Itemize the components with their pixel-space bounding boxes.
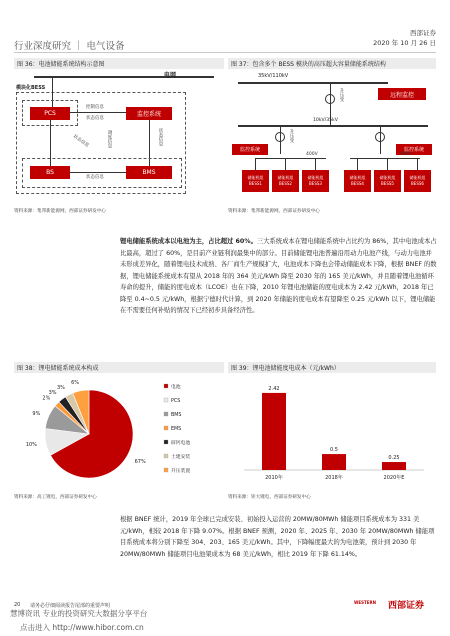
header-date: 2020 年 10 月 26 日 (373, 39, 436, 47)
bar-value-2: 0.25 (388, 455, 400, 462)
fig38-chart (14, 374, 224, 490)
fig36-lbl-status2: 状态信息 (158, 128, 163, 146)
fig37-v1: 400V (306, 152, 318, 157)
fig37-v2: 400V (400, 152, 412, 157)
fig36-lbl-ctrl: 控制信息 (86, 105, 104, 110)
fig36-lbl-dispatch: 调度信息 (107, 130, 112, 148)
fig36-lbl-status4: 状态信息 (86, 175, 104, 180)
fig38-title: 图 38：锂电储能系统成本构成 (14, 362, 224, 373)
pie-label-2: 9% (32, 410, 41, 417)
fig39-bar-svg (228, 374, 436, 490)
fig37-module-2: 储能机组 BESS2 (272, 170, 299, 192)
pie-legend-label-0: 电池 (171, 385, 181, 390)
bar-value-0: 2.42 (268, 385, 280, 392)
header-section: 行业深度研究 ｜ 电气设备 (14, 41, 125, 52)
fig37-bus-hv: 35kV/110kV (258, 73, 289, 79)
pie-legend-label-4: 辟钙电池 (171, 441, 191, 446)
fig38-pie-svg (14, 374, 224, 490)
body1-text: 三大系统成本在锂电储能系统中占比约为 86%，其中电池成本占比最高，超过了 60%，是目前产业链利润最集中的部分。目前储能锂电池普遍沿用动力电池产线，与动力电池并未形成差异化，随着锂电技术成熟、各厂商生产规模扩大，电池成本下降也会带动储能成本下降，根据 BNEF 的数据，锂电储能系统成本有望从 2018 年的 364 美元/kWh 降至 2030 年的 165 美元/kWh，并且随着锂电池循环寿命的提升，储能的度电成本（LCOE）也在下降，2010 年锂电池储能的度电成本为 2.42 元/kWh，2018 年已降至 0.4~0.5 元/kWh，根据宁德时代计算，到 2020 年储能的度电成本有望降至 0.25 元/kWh 以下，锂电储能在不需要任何补贴的情况下已经初步具备经济性。 (120, 238, 437, 314)
fig36-lbl-status3: 状态信息 (71, 134, 90, 149)
footer-brand: 西部证券 (388, 601, 425, 611)
body-paragraph-1 (120, 236, 438, 317)
body1-lead: 锂电储能系统成本以电池为主，占比超过 60%。 (120, 238, 257, 245)
fig37-remote: 远程监控 (378, 88, 426, 100)
pie-legend-swatch-3 (164, 426, 168, 430)
fig37-module-6: 储能机组 BESS6 (404, 170, 431, 192)
pie-label-4: 3% (48, 390, 57, 397)
bar-value-1: 0.5 (330, 447, 338, 454)
watermark-2[interactable]: 点击进入 http://www.hibor.com.cn (20, 623, 144, 632)
bar-1 (322, 454, 346, 470)
pie-legend-label-2: BMS (171, 413, 182, 418)
footer-logo-icon: WESTERN (354, 600, 376, 605)
pie-legend-swatch-4 (164, 440, 168, 444)
fig37-bus-lv: 10kV/35kV (313, 118, 338, 123)
fig36-pcs: PCS (30, 107, 70, 120)
fig37-local2: 监控系统 (396, 144, 432, 155)
fig37-module-3: 储能机组 BESS3 (302, 170, 329, 192)
pie-label-6: 6% (71, 379, 80, 386)
fig39-source: 资料来源：钜大锂电，西部证券研发中心 (228, 495, 311, 500)
fig39-title: 图 39：锂电池储能度电成本（元/kWh） (228, 362, 436, 373)
pie-legend-label-6: 升压装置 (171, 469, 191, 474)
header-rule (14, 52, 436, 53)
pie-legend-swatch-5 (164, 454, 168, 458)
bar-category-0: 2010年 (265, 475, 283, 481)
fig37-module-4: 储能机组 BESS4 (344, 170, 371, 192)
fig37-xfmr1: 升压变 (339, 88, 344, 102)
fig37-title: 图 37：包含多个 BESS 模块的高压超大容量储能系统结构 (228, 58, 436, 69)
fig37-diagram (228, 70, 436, 200)
fig36-title: 图 36：电池储能系统结构示意图 (14, 58, 224, 69)
fig39-chart (228, 374, 436, 490)
pie-legend-label-3: EMS (171, 427, 182, 432)
pie-legend-label-1: PCS (171, 399, 181, 404)
pie-label-0: 67% (134, 458, 146, 465)
fig36-bms: BMS (126, 166, 172, 179)
pie-legend-label-5: 土建安装 (171, 455, 191, 460)
footer-disclaimer: 请务必仔细阅读报告尾部的重要声明 (30, 603, 111, 609)
pie-label-1: 10% (25, 441, 37, 448)
fig37-module-1: 储能机组 BESS1 (242, 170, 269, 192)
fig36-grid-label: 电网 (164, 72, 177, 79)
fig36-monitor: 监控系统 (126, 107, 172, 120)
body-paragraph-2: 根据 BNEF 统计，2019 年全球已完成安装、初始投入运营的 20MW/80MWh 储能项目系统成本为 331 美元/kWh，相较 2018 年下降 9.07%。根据 BNEF 预测，2020 年、2025 年、2030 年 20MW/80MWh 储能项目系统成本将分别下降至 304、203、165 美元/kWh。其中，下降幅度最大的为电池架，预计到 2030 年 20MW/80MWh 储能项目电池架成本为 68 美元/kWh，相比 2019 年下降 61.14%。 (120, 516, 435, 558)
fig38-source: 资料来源：高工锂电，西部证券研发中心 (14, 495, 97, 500)
fig36-source: 资料来源：集邦新能源网，西部证券研发中心 (14, 209, 106, 214)
fig37-module-5: 储能机组 BESS5 (374, 170, 401, 192)
pie-label-5: 3% (57, 384, 65, 391)
fig37-local1: 监控系统 (232, 144, 268, 155)
fig37-xfmr2: 升压变 (289, 129, 294, 143)
pie-legend-swatch-6 (164, 468, 168, 472)
fig36-lbl-status1: 状态信息 (86, 116, 104, 121)
bar-category-1: 2018年 (325, 475, 343, 481)
fig36-diagram (14, 70, 224, 200)
bar-category-2: 2020年E (383, 475, 405, 481)
bar-0 (262, 393, 286, 470)
fig36-bess-label: 模块化BESS (16, 85, 46, 91)
pie-legend-swatch-1 (164, 398, 168, 402)
pie-legend-swatch-2 (164, 412, 168, 416)
bar-2 (382, 462, 406, 470)
pie-label-3: 2% (42, 395, 51, 402)
footer-page: 20 (14, 602, 21, 608)
fig37-source: 资料来源：集邦新能源网，西部证券研发中心 (228, 209, 320, 214)
watermark-1: 慧博资讯 专业的投资研究大数据分享平台 (10, 609, 148, 618)
fig36-bs: BS (30, 166, 70, 179)
header-brand: 西部证券 (410, 29, 436, 37)
pie-legend-swatch-0 (164, 384, 168, 388)
